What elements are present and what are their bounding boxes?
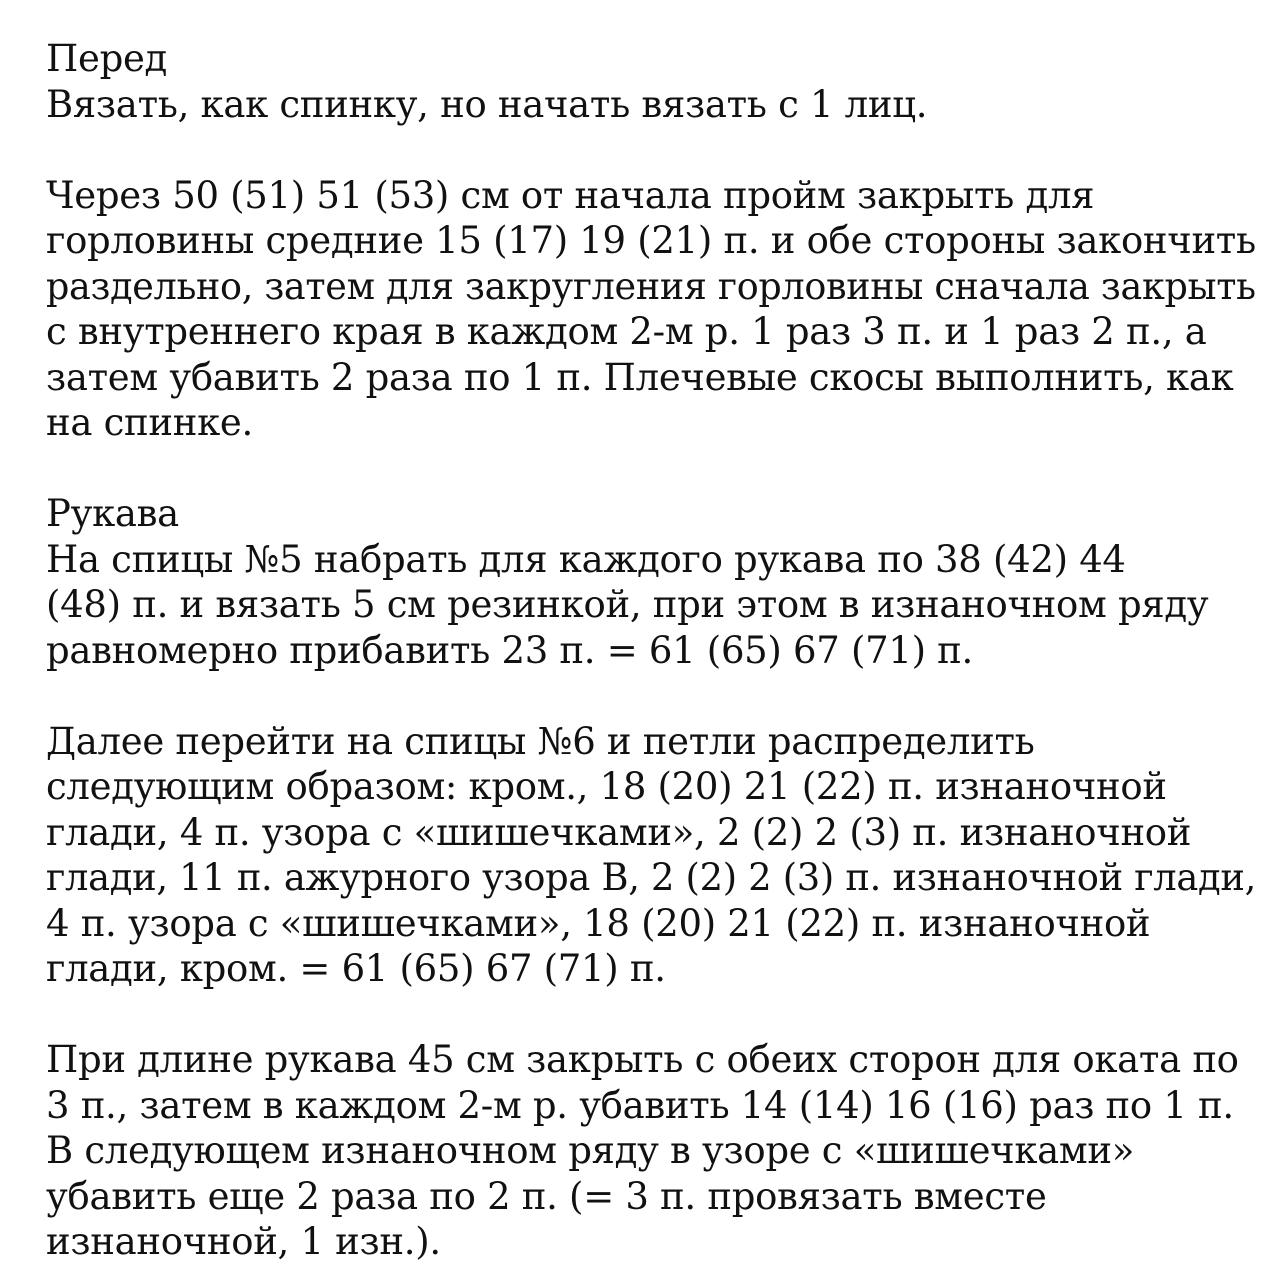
section-heading-front: Перед xyxy=(46,37,168,80)
text-line: убавить еще 2 раза по 2 п. (= 3 п. провязать вместе xyxy=(46,1174,1047,1218)
text-line: горловины средние 15 (17) 19 (21) п. и обе стороны закончить xyxy=(46,219,1256,262)
text-line: раздельно, затем для закругления горловины сначала закрыть xyxy=(46,264,1256,308)
paragraph-gap xyxy=(46,127,1256,173)
paragraph-gap xyxy=(46,673,1256,719)
paragraph-sleeves-distribution xyxy=(46,719,1256,992)
text-line: затем убавить 2 раза по 1 п. Плечевые скосы выполнить, как xyxy=(46,355,1234,399)
text-line: 4 п. узора с «шишечками», 18 (20) 21 (22) п. изнаночной xyxy=(46,901,1151,945)
text-line: с внутреннего края в каждом 2-м р. 1 раз 3 п. и 1 раз 2 п., а xyxy=(46,310,1207,353)
text-line: Через 50 (51) 51 (53) см от начала пройм закрыть для xyxy=(46,173,1095,217)
text-line: изнаночной, 1 изн.). xyxy=(46,1220,441,1263)
text-line: равномерно прибавить 23 п. = 61 (65) 67 (71) п. xyxy=(46,628,973,672)
paragraph-front-intro: Вязать, как спинку, но начать вязать с 1 лиц. xyxy=(46,82,928,126)
text-line: На спицы №5 набрать для каждого рукава по 38 (42) 44 xyxy=(46,537,1126,581)
paragraph-front-neckline xyxy=(46,173,1256,446)
paragraph-sleeves-cast-on xyxy=(46,537,1256,674)
text-line: глади, кром. = 61 (65) 67 (71) п. xyxy=(46,947,666,990)
paragraph-sleeves-cap xyxy=(46,1037,1256,1265)
section-front xyxy=(46,36,1256,446)
text-line: Далее перейти на спицы №6 и петли распределить xyxy=(46,719,1035,763)
paragraph-gap xyxy=(46,446,1256,492)
section-sleeves xyxy=(46,491,1256,1265)
text-line: глади, 11 п. ажурного узора В, 2 (2) 2 (3) п. изнаночной глади, xyxy=(46,856,1257,899)
text-line: глади, 4 п. узора с «шишечками», 2 (2) 2 (3) п. изнаночной xyxy=(46,810,1192,854)
text-line: на спинке. xyxy=(46,401,253,444)
text-line: При длине рукава 45 см закрыть с обеих сторон для оката по xyxy=(46,1038,1239,1081)
text-line: 3 п., затем в каждом 2-м р. убавить 14 (14) 16 (16) раз по 1 п. xyxy=(46,1083,1234,1127)
text-line: В следующем изнаночном ряду в узоре с «шишечками» xyxy=(46,1129,1135,1172)
text-line: (48) п. и вязать 5 см резинкой, при этом в изнаночном ряду xyxy=(46,583,1209,626)
paragraph-gap xyxy=(46,992,1256,1038)
text-line: следующим образом: кром., 18 (20) 21 (22) п. изнаночной xyxy=(46,765,1167,808)
section-heading-sleeves: Рукава xyxy=(46,492,179,535)
document-page xyxy=(46,36,1256,1265)
